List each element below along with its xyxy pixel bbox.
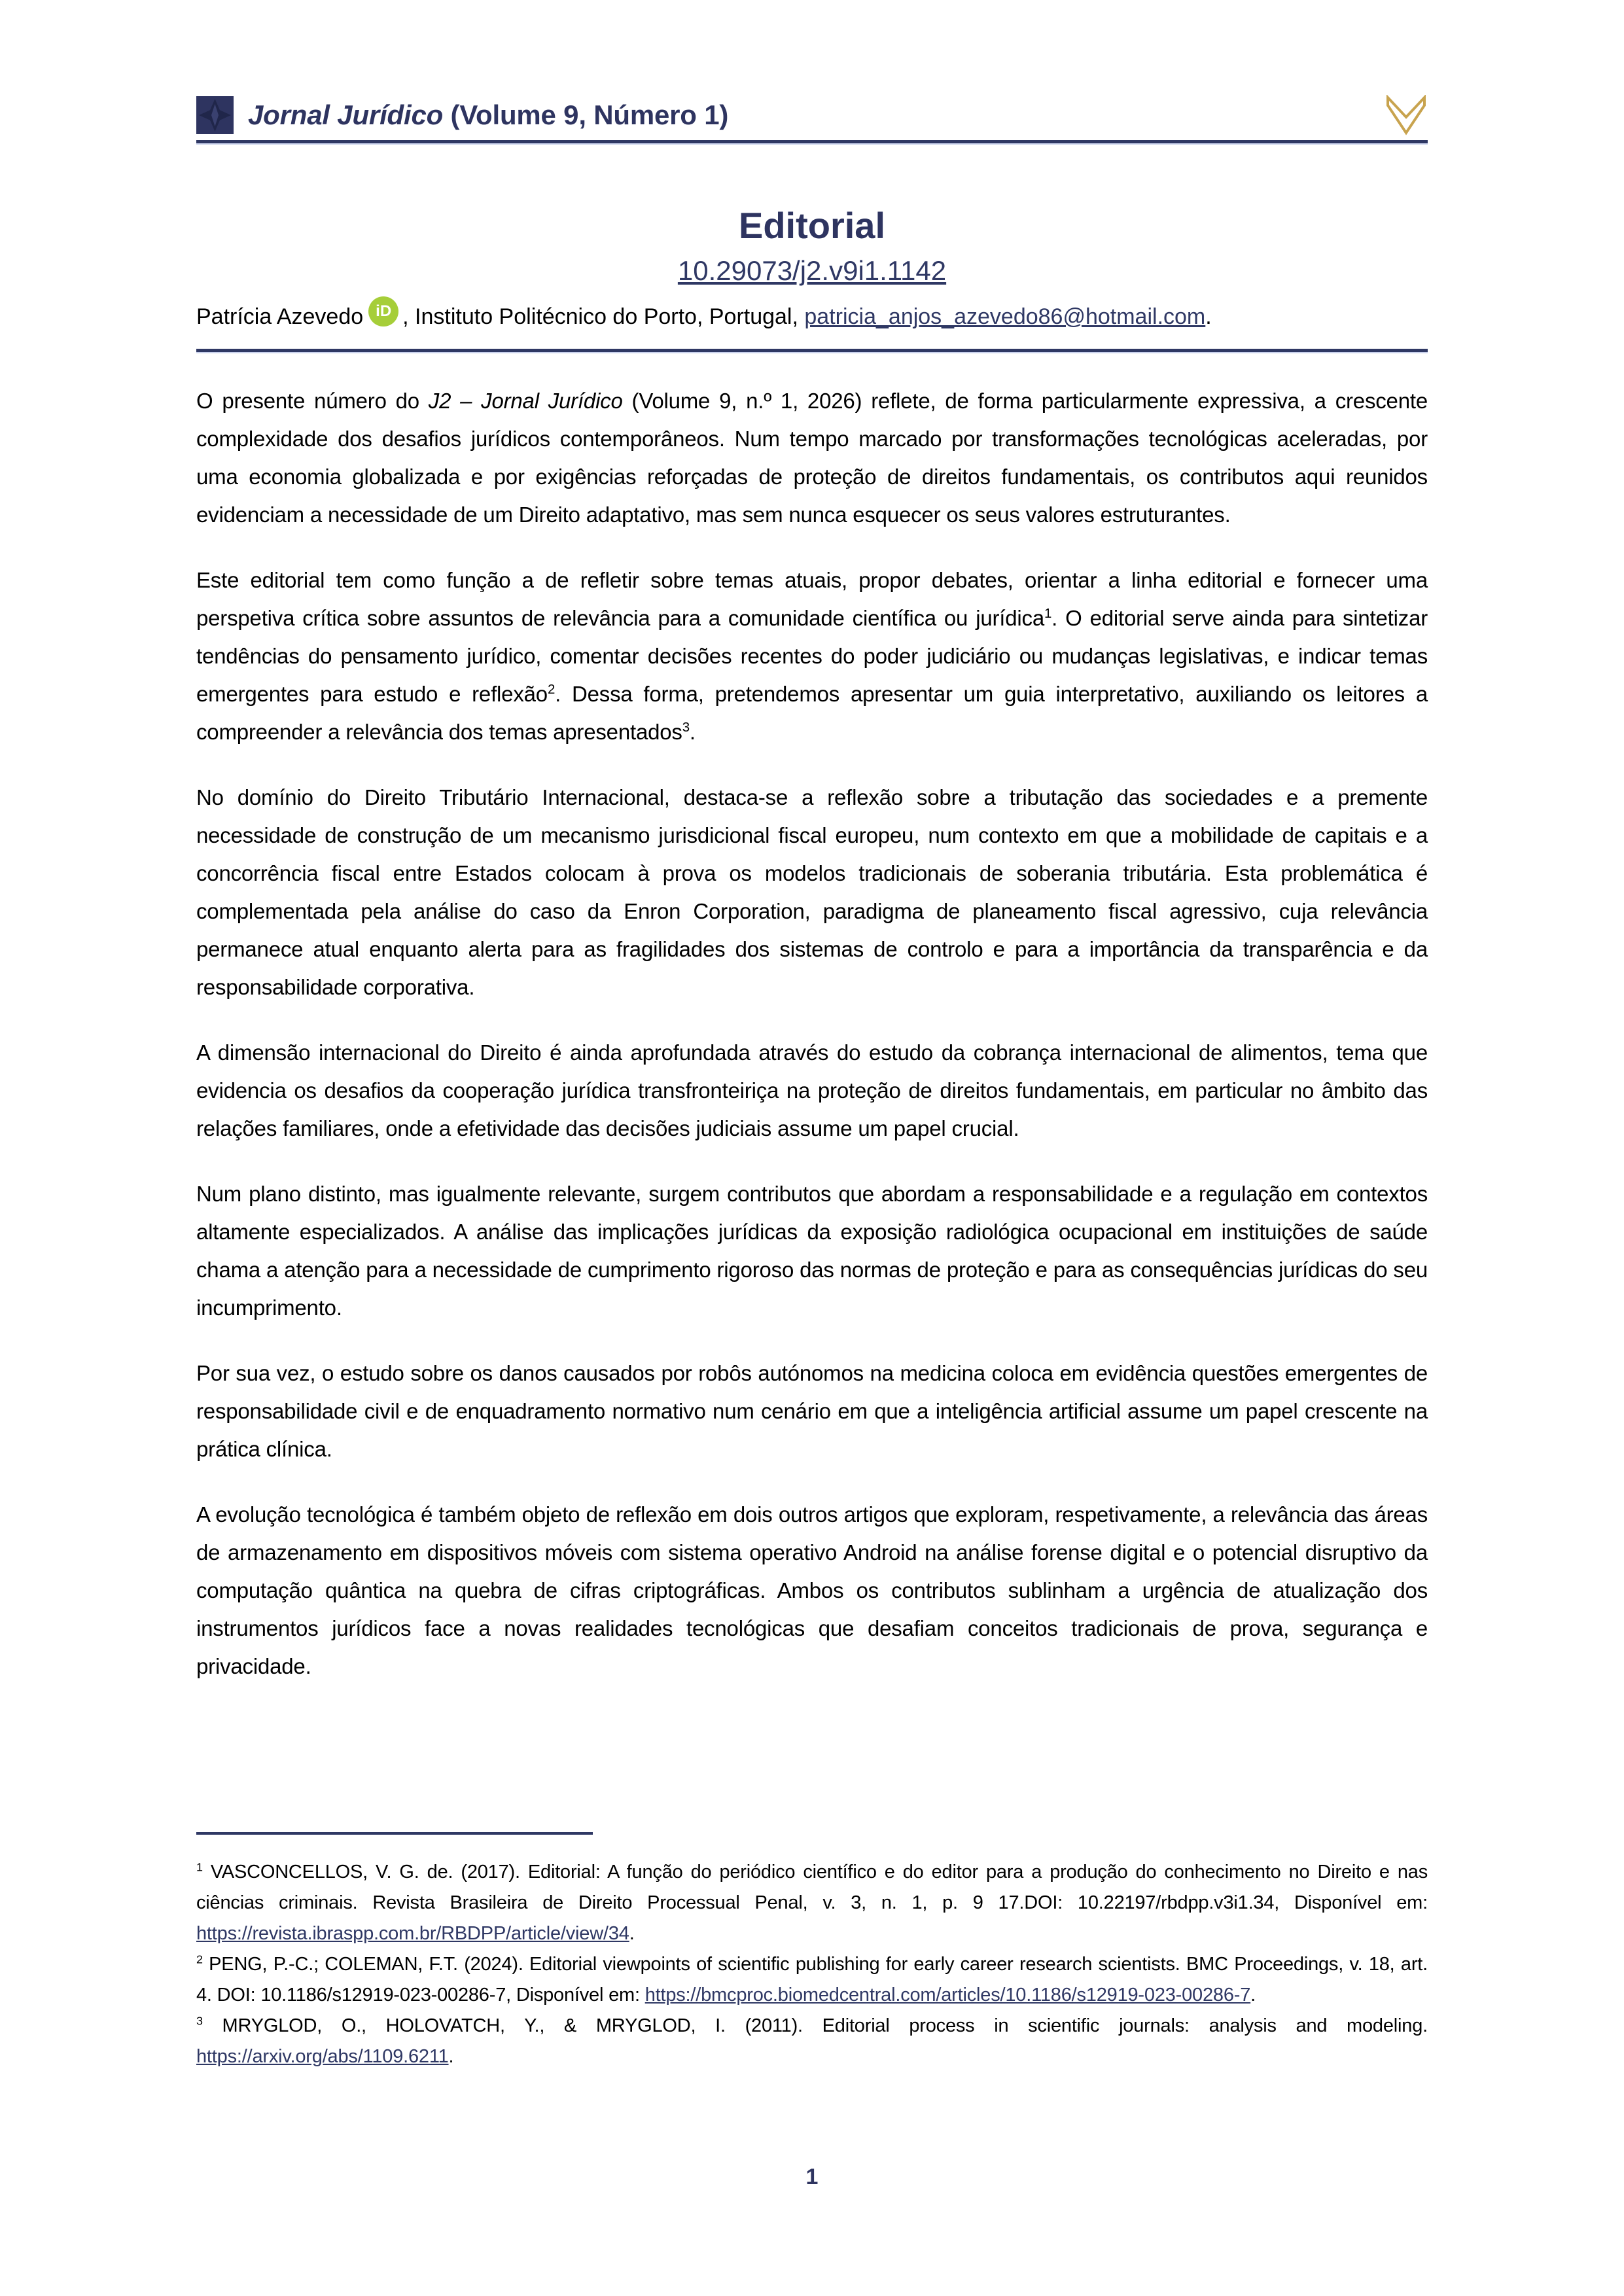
footnotes-section: [196, 1832, 1428, 2072]
double-chevron-down-icon: [1385, 95, 1428, 135]
author-line-period: .: [1205, 304, 1212, 329]
body-paragraph: A dimensão internacional do Direito é ainda aprofundada através do estudo da cobrança internacional de alimentos, tema que evidencia os desafios da cooperação jurídica transfronteiriça na proteção de direitos fundamentais, em particular no âmbito das relações familiares, onde a efetividade das decisões judiciais assume um papel crucial.: [196, 1040, 1428, 1141]
footnote: $^3$ MRYGLOD, O., HOLOVATCH, Y., & MRYGLOD, I. (2011). Editorial process in scientific journals: analysis and modeling. https://arxiv.org/abs/1109.6211.: [196, 2014, 1428, 2067]
editorial-body: [196, 382, 1428, 1686]
body-paragraph: O presente número do J2 – Jornal Jurídico (Volume 9, n.º 1, 2026) reflete, de forma particularmente expressiva, a crescente complexidade dos desafios jurídicos contemporâneos. Num tempo marcado por transformações tecnológicas aceleradas, por uma economia globalizada e por exigências reforçadas de proteção de direitos fundamentais, os contributos aqui reunidos evidenciam a necessidade de um Direito adaptativo, mas sem nunca esquecer os seus valores estruturantes.: [196, 389, 1428, 527]
body-paragraph: A evolução tecnológica é também objeto de reflexão em dois outros artigos que exploram, respetivamente, a relevância das áreas de armazenamento em dispositivos móveis com sistema operativo Android na análise forense digital e o potencial disruptivo da computação quântica na quebra de cifras criptográficas. Ambos os contributos sublinham a urgência de atualização dos instrumentos jurídicos face a novas realidades tecnológicas que desafiam conceitos tradicionais de prova, segurança e privacidade.: [196, 1502, 1428, 1679]
doi-line: [196, 253, 1428, 289]
journal-title: Jornal Jurídico (Volume 9, Número 1): [248, 99, 729, 130]
hyperlink[interactable]: https://bmcproc.biomedcentral.com/articles/10.1186/s12919-023-00286-7: [644, 1985, 1251, 2005]
author-rule: [196, 349, 1428, 353]
orcid-id-icon[interactable]: iD: [368, 296, 398, 327]
footnote-separator: [196, 1832, 593, 1835]
author-email-link[interactable]: patricia_anjos_azevedo86@hotmail.com: [804, 304, 1206, 329]
journal-logo-icon: [196, 96, 234, 134]
body-paragraph: No domínio do Direito Tributário Internacional, destaca-se a reflexão sobre a tributação das sociedades e a premente necessidade de construção de um mecanismo jurisdicional fiscal europeu, num contexto em que a mobilidade de capitais e a concorrência fiscal entre Estados colocam à prova os modelos tradicionais de soberania tributária. Esta problemática é complementada pela análise do caso da Enron Corporation, paradigma de planeamento fiscal agressivo, cuja relevância permanece atual enquanto alerta para as fragilidades dos sistemas de controlo e para a importância da transparência e da responsabilidade corporativa.: [196, 785, 1428, 1000]
author-line: [196, 300, 1428, 333]
footnote: $^2$ PENG, P.-C.; COLEMAN, F.T. (2024). Editorial viewpoints of scientific publishing for early career research scientists. BMC Proceedings, v. 18, art. 4. DOI: 10.1186/s12919-023-00286-7, Disponível em: https://bmcproc.biomedcentral.com/articles/10.1186/s12919-023-00286-7.: [196, 1952, 1428, 2005]
author-name: Patrícia Azevedo: [196, 304, 364, 329]
author-affiliation: , Instituto Politécnico do Porto, Portugal,: [402, 304, 805, 329]
journal-header: [196, 96, 1428, 135]
page-number: 1: [805, 2164, 819, 2189]
hyperlink[interactable]: https://revista.ibraspp.com.br/RBDPP/article/view/34: [196, 1923, 629, 1944]
page-title: Editorial: [738, 205, 886, 246]
body-paragraph: Este editorial tem como função a de refletir sobre temas atuais, propor debates, orientar a linha editorial e fornecer uma perspetiva crítica sobre assuntos de relevância para a comunidade científica ou jurídica$^1$. O editorial serve ainda para sintetizar tendências do pensamento jurídico, comentar decisões recentes do poder judiciário ou mudanças legislativas, e indicar temas emergentes para estudo e reflexão$^2$. Dessa forma, pretendemos apresentar um guia interpretativo, auxiliando os leitores a compreender a relevância dos temas apresentados$^3$.: [196, 568, 1428, 745]
doi-link[interactable]: 10.29073/j2.v9i1.1142: [677, 255, 947, 286]
body-paragraph: Por sua vez, o estudo sobre os danos causados por robôs autónomos na medicina coloca em evidência questões emergentes de responsabilidade civil e de enquadramento normativo num cenário em que a inteligência artificial assume um papel crescente na prática clínica.: [196, 1361, 1428, 1462]
body-paragraph: Num plano distinto, mas igualmente relevante, surgem contributos que abordam a responsabilidade e a regulação em contextos altamente especializados. A análise das implicações jurídicas da exposição radiológica ocupacional em instituições de saúde chama a atenção para a necessidade de cumprimento rigoroso das normas de proteção e para as consequências jurídicas do seu incumprimento.: [196, 1182, 1428, 1320]
hyperlink[interactable]: https://arxiv.org/abs/1109.6211: [196, 2046, 449, 2067]
header-rule: [196, 140, 1428, 145]
footnote: $^1$ VASCONCELLOS, V. G. de. (2017). Editorial: A função do periódico científico e do editor para a produção do conhecimento no Direito e nas ciências criminais. Revista Brasileira de Direito Processual Penal, v. 3, n. 1, p. 9 17.DOI: 10.22197/rbdpp.v3i1.34, Disponível em: https://revista.ibraspp.com.br/RBDPP/article/view/34.: [196, 1860, 1428, 1944]
